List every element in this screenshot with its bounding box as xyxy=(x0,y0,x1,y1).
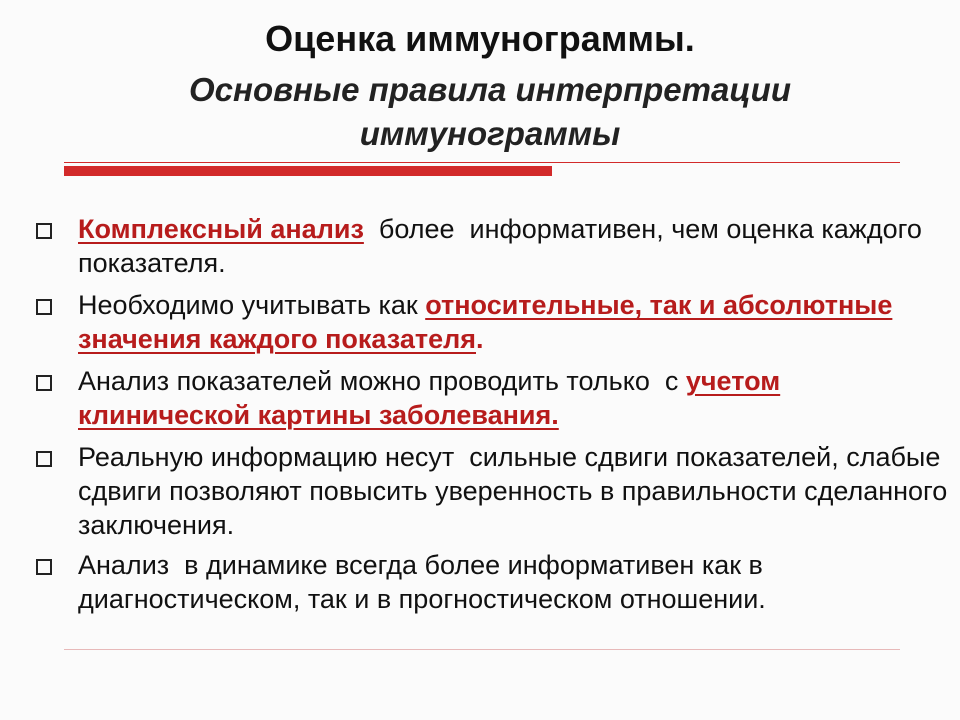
bullet-emphasis-text: Комплексный анализ xyxy=(78,214,364,244)
bullet-text: . xyxy=(476,324,484,354)
square-bullet-icon xyxy=(36,375,52,391)
square-bullet-icon xyxy=(36,451,52,467)
square-bullet-icon xyxy=(36,223,52,239)
bullet-item xyxy=(30,212,955,280)
bullet-text: Анализ в динамике всегда более информативен как в диагностическом, так и в прогностическом отношении. xyxy=(78,550,771,614)
square-bullet-icon xyxy=(36,559,52,575)
bullet-emphasis-text: учетом клинической картины заболевания. xyxy=(78,366,781,430)
bullet-list xyxy=(30,212,955,624)
bullet-item xyxy=(30,288,955,356)
bullet-item xyxy=(30,364,955,432)
bullet-text: Необходимо учитывать как xyxy=(78,290,426,320)
bullet-text: более информативен, чем оценка каждого показателя. xyxy=(78,214,930,278)
square-bullet-icon xyxy=(36,299,52,315)
slide-title: Оценка иммунограммы. xyxy=(265,18,695,59)
bullet-item xyxy=(30,548,955,616)
bullet-item xyxy=(30,440,955,542)
footer-divider xyxy=(64,649,900,650)
bullet-text: Реальную информацию несут сильные сдвиги показателей, слабые сдвиги позволяют повысить уверенность в правильности сделанного заключения. xyxy=(78,442,955,540)
title-underline-thick xyxy=(64,166,552,176)
slide-subtitle: Основные правила интерпретации иммунограммы xyxy=(189,71,791,152)
title-underline-thin xyxy=(64,162,900,163)
bullet-text: Анализ показателей можно проводить только с xyxy=(78,366,686,396)
bullet-emphasis-text: относительные, так и абсолютные значения каждого показателя xyxy=(78,290,893,354)
